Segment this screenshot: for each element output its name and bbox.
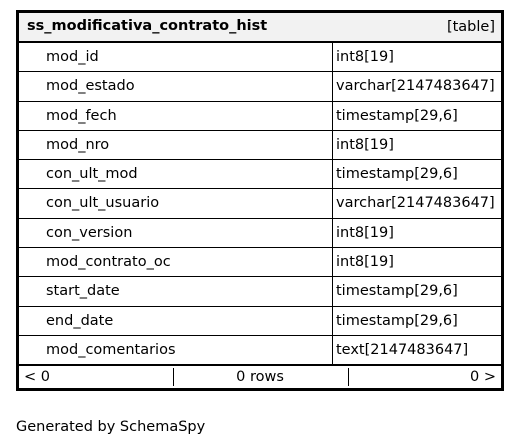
table-footer (19, 364, 501, 388)
table-header (19, 13, 501, 42)
table-name: ss_modificativa_contrato_hist (27, 18, 268, 34)
table-type-label: [table] (446, 19, 495, 35)
column-name: mod_estado (19, 72, 333, 100)
column-type: int8[19] (336, 49, 394, 65)
column-type: text[2147483647] (336, 341, 469, 358)
column-type: int8[19] (336, 224, 394, 241)
column-name: con_ult_usuario (19, 189, 333, 217)
column-type: timestamp[29,6] (336, 107, 458, 124)
row-count: 0 rows (236, 369, 284, 386)
table-node (16, 10, 504, 391)
column-type: varchar[2147483647] (336, 78, 495, 95)
column-type: int8[19] (336, 136, 394, 153)
column-row (19, 71, 501, 100)
column-row (19, 335, 501, 364)
column-type: varchar[2147483647] (336, 195, 495, 212)
column-name: mod_fech (19, 102, 333, 130)
column-row (19, 247, 501, 276)
column-row (19, 306, 501, 335)
column-name: end_date (19, 307, 333, 335)
column-row (19, 159, 501, 188)
parent-count: < 0 (24, 369, 50, 386)
column-row (19, 218, 501, 247)
child-count: 0 > (470, 369, 496, 386)
column-name: con_ult_mod (19, 160, 333, 188)
column-name: mod_comentarios (19, 336, 333, 364)
footer-divider (348, 368, 349, 386)
column-row (19, 42, 501, 71)
column-name: start_date (19, 277, 333, 305)
column-row (19, 130, 501, 159)
column-name: mod_id (19, 43, 333, 71)
column-name: mod_contrato_oc (19, 248, 333, 276)
column-row (19, 101, 501, 130)
column-row (19, 188, 501, 217)
column-type: timestamp[29,6] (336, 312, 458, 329)
column-name: mod_nro (19, 131, 333, 159)
column-type: timestamp[29,6] (336, 166, 458, 183)
column-type: int8[19] (336, 254, 394, 271)
column-name: con_version (19, 219, 333, 247)
column-row (19, 276, 501, 305)
generated-by-label: Generated by SchemaSpy (16, 419, 206, 435)
column-type: timestamp[29,6] (336, 283, 458, 300)
